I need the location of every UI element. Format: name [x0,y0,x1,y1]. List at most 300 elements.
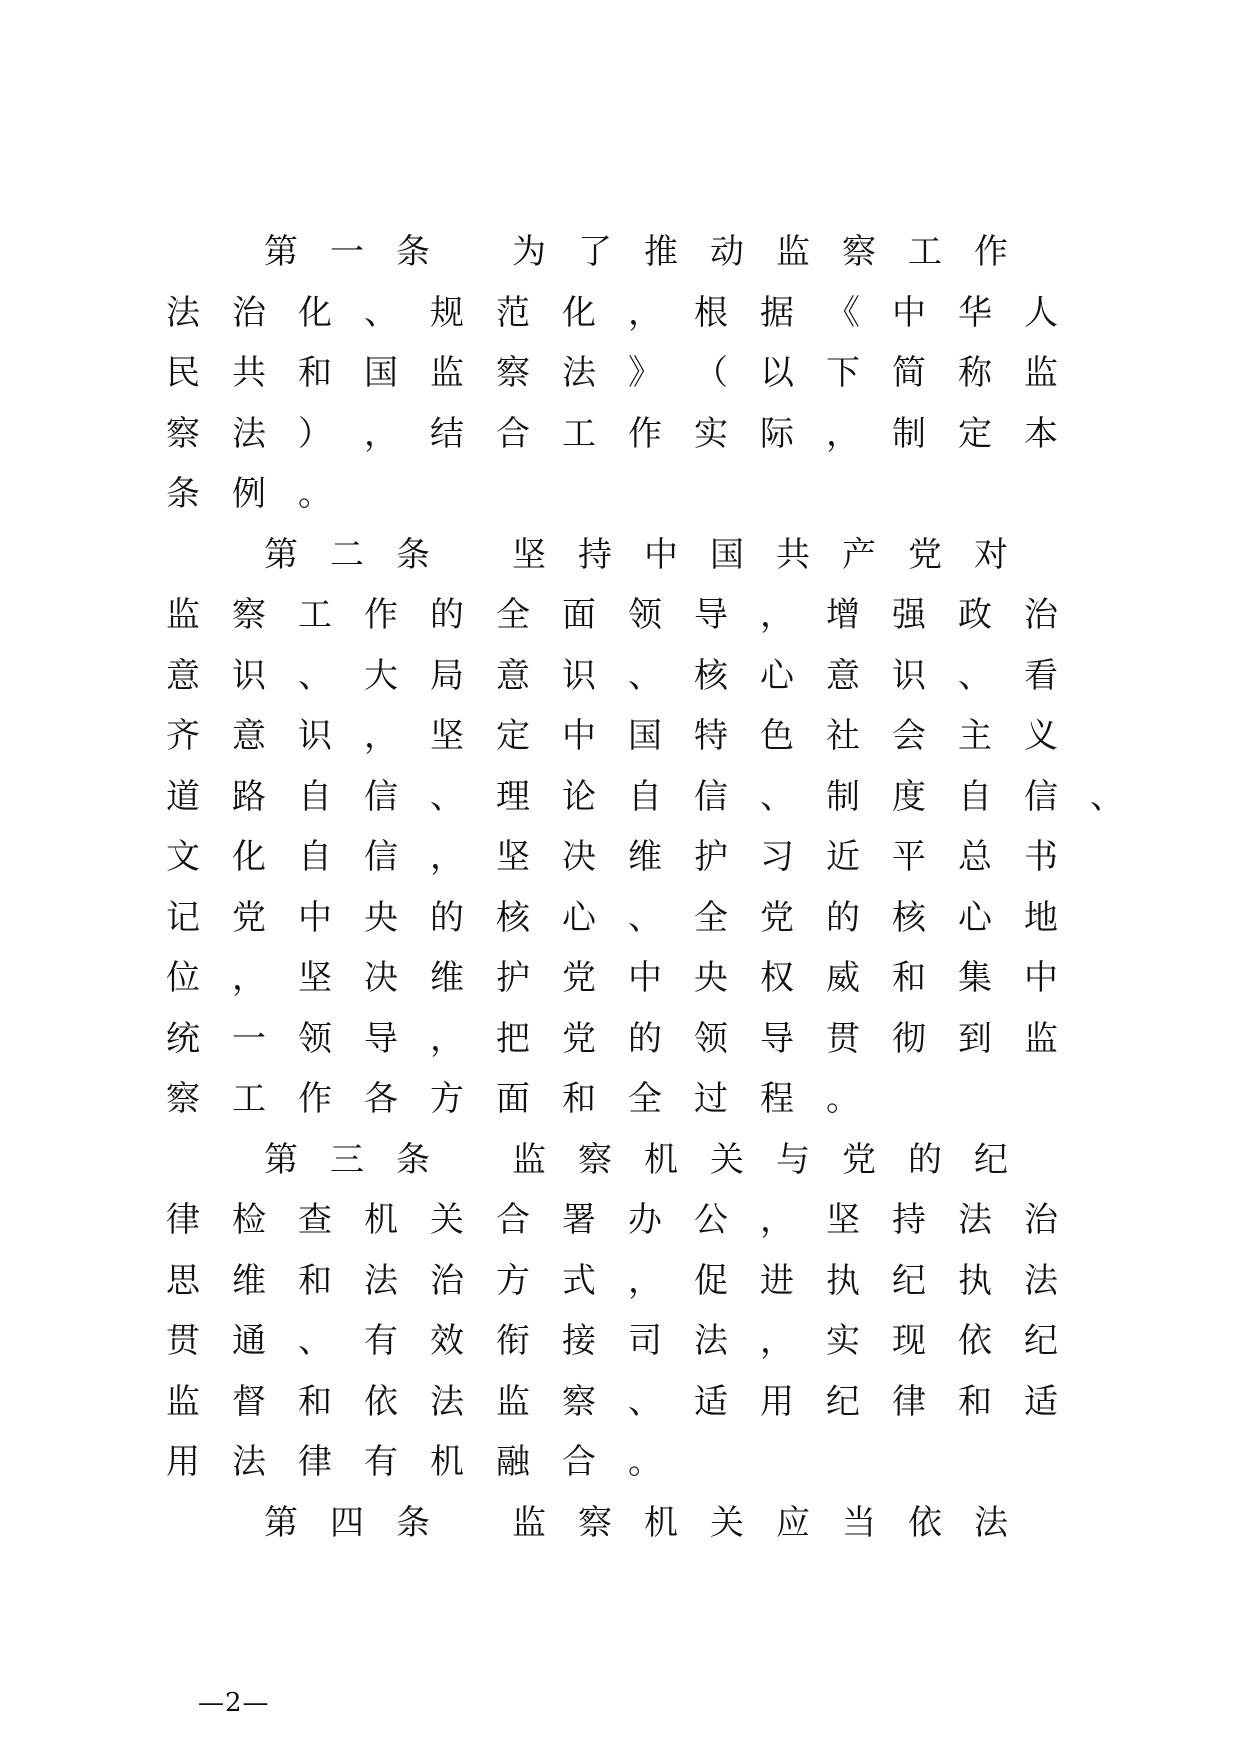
glyph: ， [430,837,464,878]
glyph: 全 [496,595,530,636]
glyph: 中 [298,897,332,938]
glyph: 领 [628,595,662,636]
glyph: 式 [562,1260,596,1301]
glyph: 主 [958,716,992,757]
glyph: 特 [694,716,728,757]
text-line [166,767,1156,828]
glyph: 地 [1024,897,1058,938]
glyph: 的 [826,897,860,938]
glyph: 面 [562,595,596,636]
glyph: 监 [1024,1018,1058,1059]
glyph: 记 [166,897,200,938]
glyph: 执 [826,1260,860,1301]
glyph: 国 [364,353,398,394]
glyph: 贯 [166,1321,200,1362]
line-text [166,1311,1090,1371]
glyph: 以 [760,353,794,394]
glyph: ， [364,413,398,454]
article-start-line [166,525,1156,586]
glyph: 自 [298,776,332,817]
glyph: 接 [562,1321,596,1362]
glyph: 近 [826,837,860,878]
glyph: 法 [1024,1260,1058,1301]
glyph: 作 [628,413,662,454]
glyph: 法 [430,1381,464,1422]
glyph: ， [430,1018,464,1059]
glyph: 和 [892,958,926,999]
glyph: 公 [694,1200,728,1241]
glyph: 、 [298,1321,332,1362]
glyph: 机 [644,1139,678,1180]
glyph: 和 [958,1381,992,1422]
glyph: ， [628,1260,662,1301]
glyph: 义 [1024,716,1058,757]
glyph: 察 [842,232,876,273]
glyph: 》 [628,353,662,394]
article-number [264,525,462,585]
glyph: 第 [264,534,298,575]
glyph: 察 [562,1381,596,1422]
glyph: 心 [562,897,596,938]
glyph: 用 [760,1381,794,1422]
glyph: 律 [892,1381,926,1422]
glyph: 《 [826,292,860,333]
glyph: 共 [776,534,810,575]
page-number: —2— [198,1688,270,1718]
glyph: 中 [644,534,678,575]
glyph: 党 [908,534,942,575]
glyph: 和 [562,1079,596,1120]
line-text [166,1432,694,1492]
glyph: 央 [694,958,728,999]
glyph: 的 [628,1018,662,1059]
article-start-line [166,222,1156,283]
glyph: （ [694,353,728,394]
glyph: 规 [430,292,464,333]
glyph: 条 [396,1502,430,1543]
glyph: ， [628,292,662,333]
glyph: 适 [1024,1381,1058,1422]
glyph: 、 [958,655,992,696]
glyph: 央 [364,897,398,938]
glyph: 。 [826,1079,860,1120]
glyph: 法 [166,292,200,333]
glyph: 大 [364,655,398,696]
glyph: 道 [166,776,200,817]
glyph: 齐 [166,716,200,757]
glyph: 作 [974,232,1008,273]
glyph: 二 [330,534,364,575]
glyph: 中 [562,716,596,757]
glyph: 称 [958,353,992,394]
glyph: 、 [1090,776,1124,817]
glyph: 会 [892,716,926,757]
glyph: 通 [232,1321,266,1362]
glyph: 、 [430,776,464,817]
glyph: 的 [430,595,464,636]
glyph: 与 [776,1139,810,1180]
text-line [166,343,1156,404]
glyph: 关 [710,1139,744,1180]
glyph: 合 [562,1442,596,1483]
line-text [166,1009,1090,1069]
glyph: 融 [496,1442,530,1483]
glyph: 看 [1024,655,1058,696]
glyph: 华 [958,292,992,333]
glyph: 、 [760,776,794,817]
text-line [166,1190,1156,1251]
glyph: 有 [364,1321,398,1362]
glyph: 、 [628,897,662,938]
line-text [512,222,1040,282]
glyph: 、 [298,655,332,696]
glyph: 纪 [892,1260,926,1301]
glyph: 党 [760,897,794,938]
glyph: 机 [430,1442,464,1483]
glyph: 四 [330,1502,364,1543]
glyph: 化 [298,292,332,333]
glyph: 导 [364,1018,398,1059]
glyph: 到 [958,1018,992,1059]
glyph: 作 [364,595,398,636]
glyph: 全 [628,1079,662,1120]
glyph: 一 [232,1018,266,1059]
glyph: ， [760,595,794,636]
glyph: 的 [908,1139,942,1180]
article-start-line [166,1130,1156,1191]
glyph: 维 [232,1260,266,1301]
glyph: 条 [166,474,200,515]
glyph: 彻 [892,1018,926,1059]
glyph: 合 [496,413,530,454]
glyph: 决 [364,958,398,999]
glyph: 化 [562,292,596,333]
glyph: 纪 [974,1139,1008,1180]
line-text [166,1372,1090,1432]
glyph: 坚 [512,534,546,575]
glyph: 意 [166,655,200,696]
glyph: ， [826,413,860,454]
article-start-line [166,1493,1156,1554]
glyph: 查 [298,1200,332,1241]
glyph: 实 [694,413,728,454]
glyph: 进 [760,1260,794,1301]
glyph: 条 [396,232,430,273]
glyph: 中 [1024,958,1058,999]
glyph: 领 [298,1018,332,1059]
glyph: 治 [1024,1200,1058,1241]
glyph: 导 [694,595,728,636]
glyph: 定 [496,716,530,757]
glyph: 有 [364,1442,398,1483]
glyph: 本 [1024,413,1058,454]
glyph: 论 [562,776,596,817]
glyph: 纪 [1024,1321,1058,1362]
glyph: 机 [364,1200,398,1241]
glyph: 为 [512,232,546,273]
glyph: 护 [694,837,728,878]
text-line [166,1311,1156,1372]
glyph: 第 [264,1502,298,1543]
glyph: 强 [892,595,926,636]
glyph: 党 [562,958,596,999]
glyph: 司 [628,1321,662,1362]
glyph: 色 [760,716,794,757]
text-line [166,888,1156,949]
glyph: 决 [562,837,596,878]
glyph: 适 [694,1381,728,1422]
glyph: 识 [232,655,266,696]
glyph: 、 [628,1381,662,1422]
glyph: 、 [364,292,398,333]
glyph: 信 [364,837,398,878]
line-text [512,525,1040,585]
glyph: 工 [298,595,332,636]
line-text [512,1130,1040,1190]
line-text [166,1251,1090,1311]
glyph: 集 [958,958,992,999]
glyph: 推 [644,232,678,273]
glyph: 促 [694,1260,728,1301]
glyph: 自 [628,776,662,817]
glyph: 实 [826,1321,860,1362]
glyph: 核 [892,897,926,938]
glyph: 国 [710,534,744,575]
glyph: 法 [974,1502,1008,1543]
glyph: 把 [496,1018,530,1059]
line-text [166,646,1090,706]
glyph: 范 [496,292,530,333]
glyph: 产 [842,534,876,575]
glyph: 例 [232,474,266,515]
glyph: 合 [496,1200,530,1241]
glyph: 书 [1024,837,1058,878]
glyph: 据 [760,292,794,333]
glyph: 意 [826,655,860,696]
glyph: 条 [396,1139,430,1180]
glyph: 方 [496,1260,530,1301]
glyph: 民 [166,353,200,394]
glyph: 监 [166,595,200,636]
glyph: 结 [430,413,464,454]
glyph: 察 [578,1502,612,1543]
text-line [166,948,1156,1009]
text-line [166,404,1156,465]
glyph: 党 [562,1018,596,1059]
text-line [166,283,1156,344]
glyph: 一 [330,232,364,273]
glyph: 工 [908,232,942,273]
glyph: 法 [562,353,596,394]
glyph: 治 [1024,595,1058,636]
glyph: 平 [892,837,926,878]
glyph: 坚 [298,958,332,999]
glyph: 。 [628,1442,662,1483]
glyph: 依 [958,1321,992,1362]
line-text [166,464,364,524]
glyph: 心 [958,897,992,938]
glyph: 国 [628,716,662,757]
glyph: 监 [776,232,810,273]
glyph: 根 [694,292,728,333]
glyph: 领 [694,1018,728,1059]
glyph: 检 [232,1200,266,1241]
text-line [166,464,1156,525]
glyph: 贯 [826,1018,860,1059]
glyph: 识 [892,655,926,696]
glyph: 护 [496,958,530,999]
glyph: 坚 [826,1200,860,1241]
glyph: 意 [496,655,530,696]
glyph: 监 [430,353,464,394]
line-text [512,1493,1040,1553]
glyph: 纪 [826,1381,860,1422]
glyph: 自 [298,837,332,878]
line-text [166,827,1090,887]
glyph: 了 [578,232,612,273]
text-line [166,1251,1156,1312]
glyph: 位 [166,958,200,999]
glyph: 导 [760,1018,794,1059]
glyph: 和 [298,353,332,394]
document-body [166,222,1156,1553]
text-line [166,1372,1156,1433]
glyph: 办 [628,1200,662,1241]
glyph: 面 [496,1079,530,1120]
glyph: 和 [298,1381,332,1422]
glyph: 关 [430,1200,464,1241]
glyph: 和 [298,1260,332,1301]
glyph: 坚 [430,716,464,757]
glyph: 察 [166,1079,200,1120]
glyph: 信 [1024,776,1058,817]
glyph: 持 [892,1200,926,1241]
glyph: 识 [298,716,332,757]
text-line [166,706,1156,767]
glyph: 总 [958,837,992,878]
glyph: 监 [512,1139,546,1180]
article-number [264,1130,462,1190]
glyph: 监 [496,1381,530,1422]
line-text [166,706,1090,766]
glyph: 维 [628,837,662,878]
glyph: 当 [842,1502,876,1543]
glyph: 法 [232,413,266,454]
glyph: 思 [166,1260,200,1301]
glyph: 律 [298,1442,332,1483]
article-number [264,1493,462,1553]
glyph: 法 [232,1442,266,1483]
glyph: 的 [430,897,464,938]
glyph: 对 [974,534,1008,575]
glyph: 理 [496,776,530,817]
glyph: 依 [364,1381,398,1422]
glyph: ， [760,1321,794,1362]
glyph: 习 [760,837,794,878]
glyph: 中 [892,292,926,333]
glyph: 察 [166,413,200,454]
glyph: 监 [166,1381,200,1422]
glyph: 现 [892,1321,926,1362]
glyph: 。 [298,474,332,515]
glyph: 文 [166,837,200,878]
glyph: 共 [232,353,266,394]
glyph: 程 [760,1079,794,1120]
glyph: 过 [694,1079,728,1120]
glyph: 社 [826,716,860,757]
glyph: 度 [892,776,926,817]
glyph: 局 [430,655,464,696]
glyph: 坚 [496,837,530,878]
glyph: ） [298,413,332,454]
glyph: ， [364,716,398,757]
glyph: 工 [232,1079,266,1120]
glyph: 全 [694,897,728,938]
text-line [166,1069,1156,1130]
glyph: 增 [826,595,860,636]
glyph: 监 [1024,353,1058,394]
glyph: 际 [760,413,794,454]
glyph: 信 [364,776,398,817]
glyph: 制 [892,413,926,454]
glyph: 法 [694,1321,728,1362]
glyph: 定 [958,413,992,454]
glyph: ， [232,958,266,999]
glyph: 方 [430,1079,464,1120]
glyph: 核 [694,655,728,696]
line-text [166,343,1090,403]
glyph: 三 [330,1139,364,1180]
glyph: ， [760,1200,794,1241]
glyph: 第 [264,1139,298,1180]
text-line [166,585,1156,646]
line-text [166,404,1090,464]
glyph: 维 [430,958,464,999]
glyph: 自 [958,776,992,817]
glyph: 政 [958,595,992,636]
text-line [166,1009,1156,1070]
line-text [166,767,1156,827]
glyph: 党 [232,897,266,938]
line-text [166,948,1090,1008]
glyph: 各 [364,1079,398,1120]
text-line [166,1432,1156,1493]
glyph: 持 [578,534,612,575]
glyph: 监 [512,1502,546,1543]
glyph: 治 [232,292,266,333]
glyph: 法 [364,1260,398,1301]
glyph: 中 [628,958,662,999]
glyph: 制 [826,776,860,817]
text-line [166,827,1156,888]
glyph: 依 [908,1502,942,1543]
glyph: 信 [694,776,728,817]
glyph: 察 [496,353,530,394]
glyph: 统 [166,1018,200,1059]
glyph: 机 [644,1502,678,1543]
glyph: 衔 [496,1321,530,1362]
glyph: 、 [628,655,662,696]
glyph: 化 [232,837,266,878]
glyph: 核 [496,897,530,938]
glyph: 动 [710,232,744,273]
glyph: 法 [958,1200,992,1241]
glyph: 关 [710,1502,744,1543]
glyph: 执 [958,1260,992,1301]
line-text [166,283,1090,343]
glyph: 工 [562,413,596,454]
glyph: 第 [264,232,298,273]
